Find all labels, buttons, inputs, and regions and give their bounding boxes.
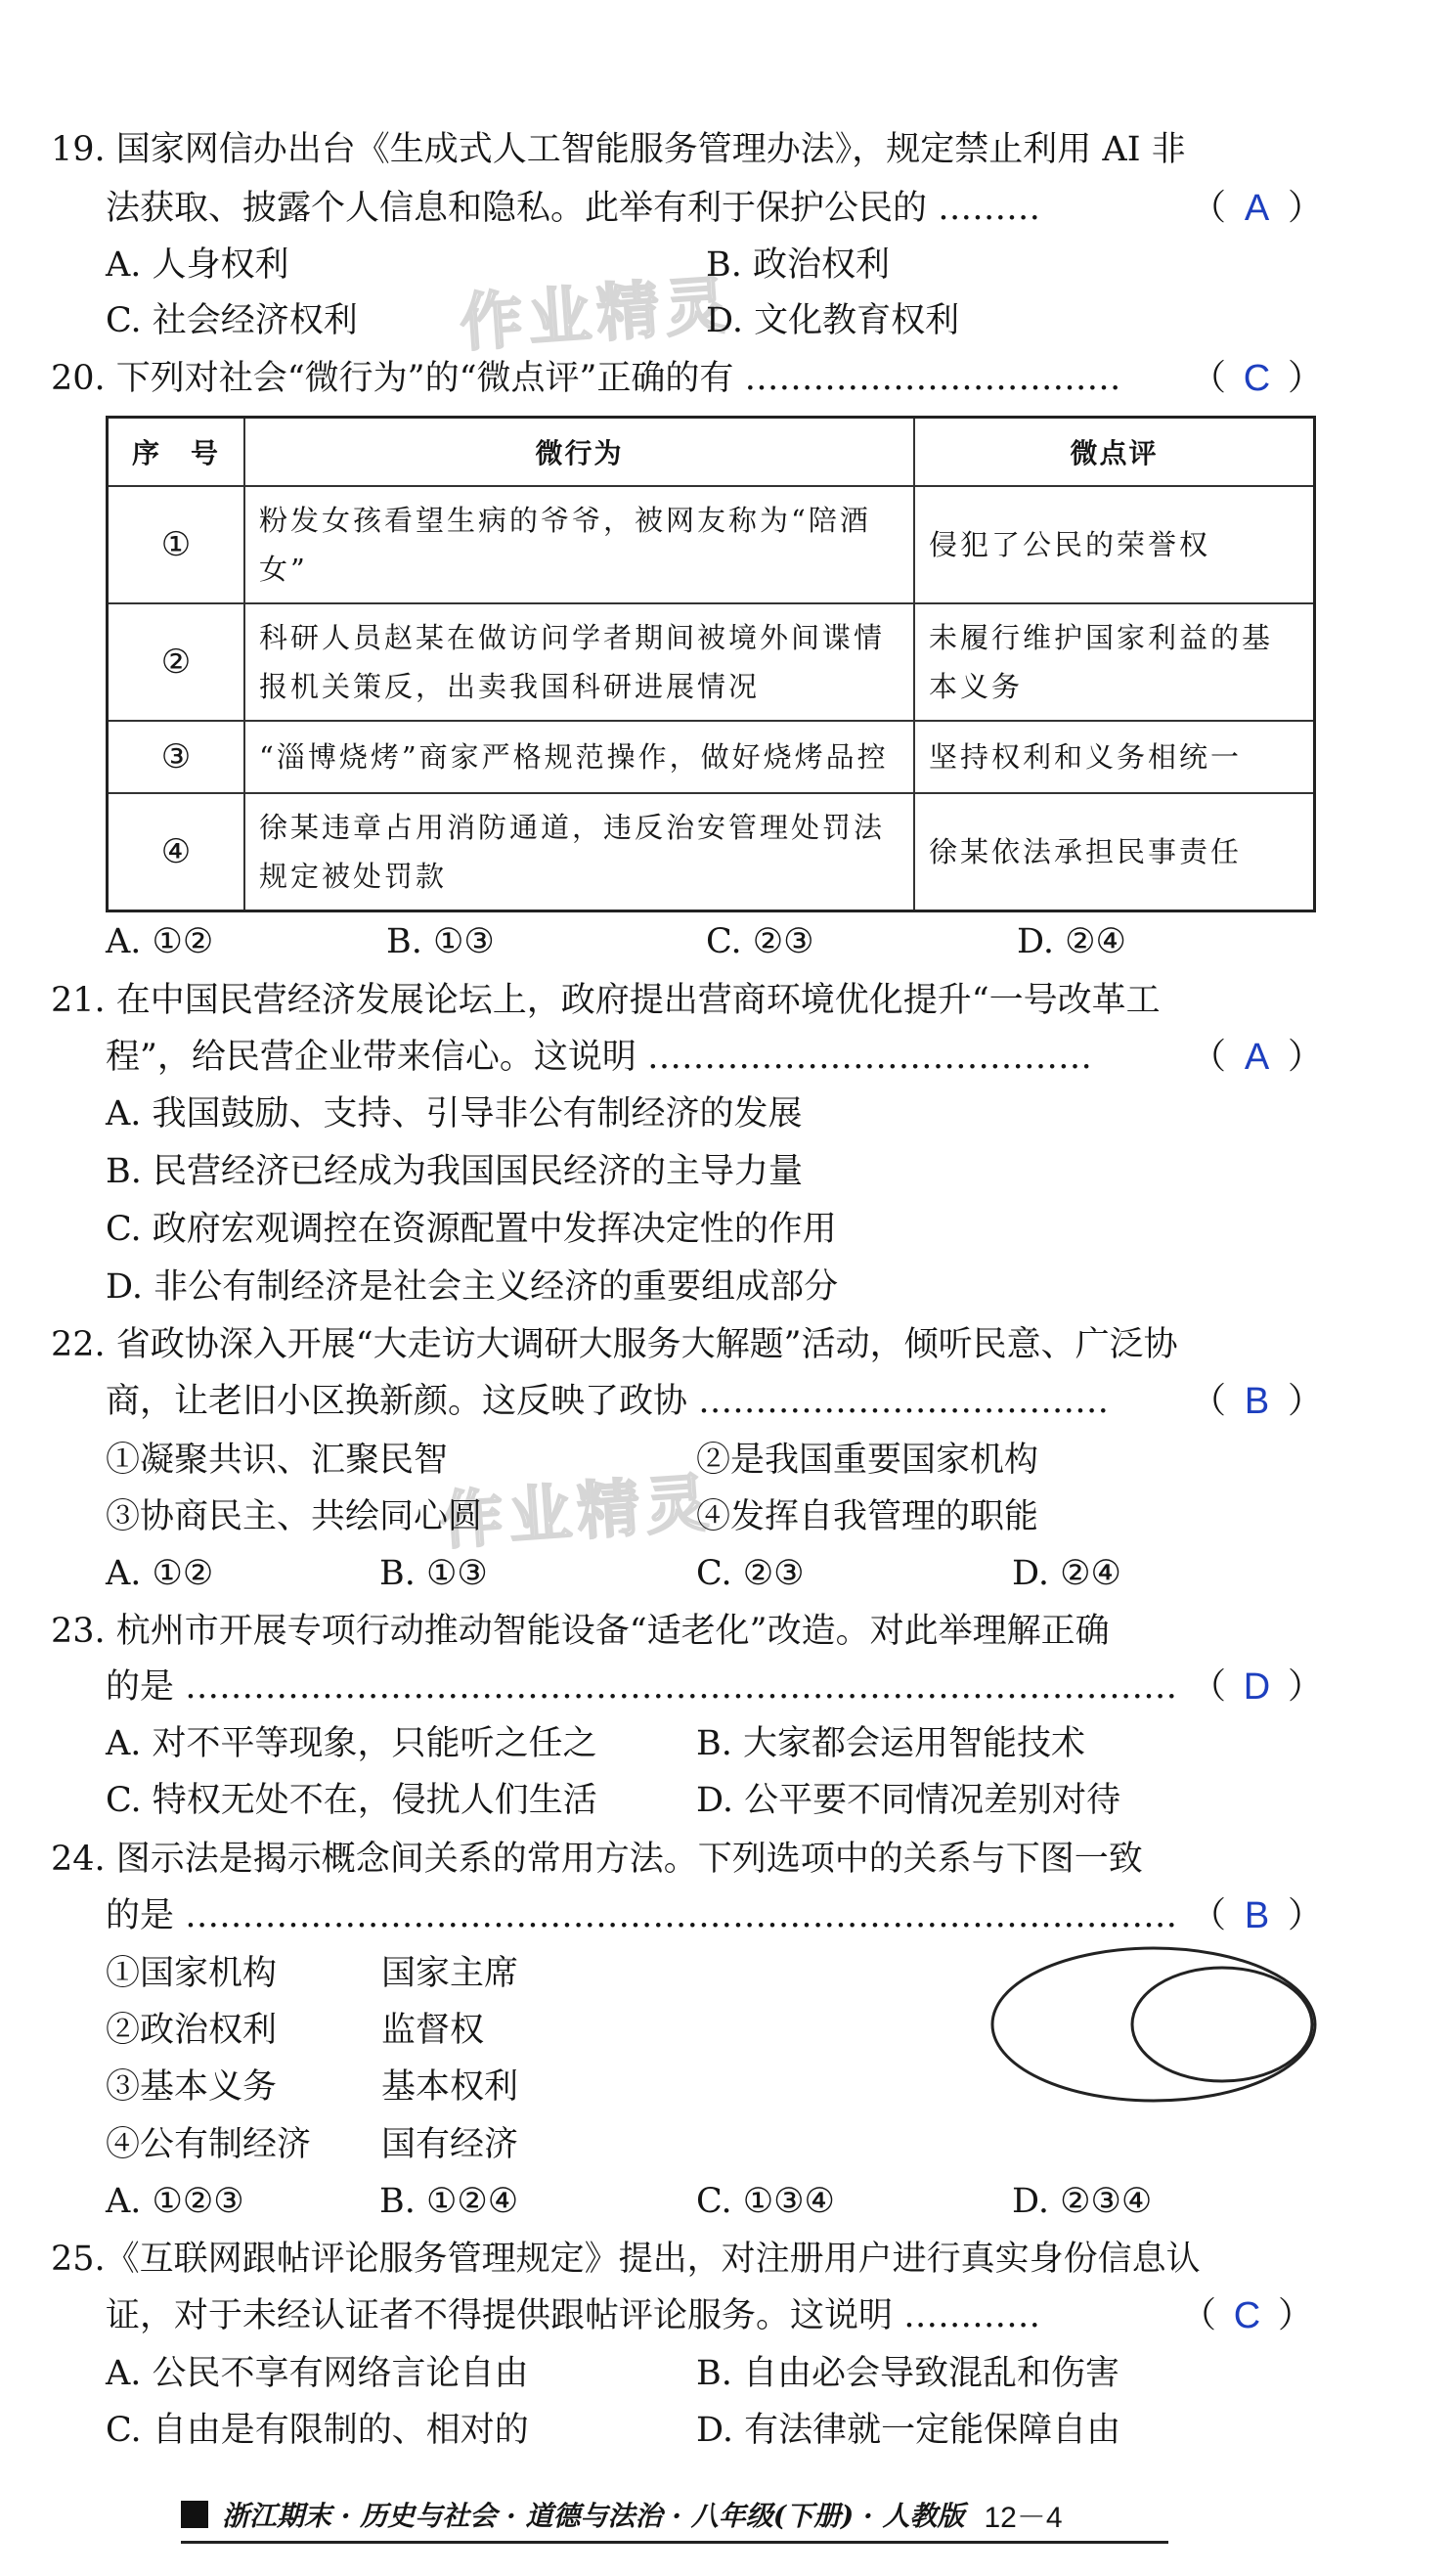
q24-answer: （ B ） <box>1191 1895 1323 1936</box>
answer-mark: A <box>1244 188 1270 229</box>
table-cell-act: 粉发女孩看望生病的爷爷，被网友称为“陪酒女” <box>244 486 914 603</box>
q20-table <box>106 416 1316 912</box>
q24-pair-2-a: ②政治权利 <box>106 2011 278 2050</box>
q22-item-2: ②是我国重要国家机构 <box>696 1441 1039 1480</box>
q20-option-c: C. ②③ <box>706 922 814 961</box>
q21-line2: 程”，给民营企业带来信心。这说明 ………………………………… <box>106 1038 1093 1077</box>
q25-option-b: B. 自由必会导致混乱和伤害 <box>696 2354 1119 2393</box>
q22-item-1: ①凝聚共识、汇聚民智 <box>106 1441 449 1480</box>
q22-line2: 商，让老旧小区换新颜。这反映了政协 ……………………………… <box>106 1382 1110 1421</box>
page-footer <box>181 2490 1063 2539</box>
answer-mark: C <box>1243 358 1271 399</box>
q22-option-a: A. ①② <box>106 1554 214 1593</box>
q24-option-d: D. ②③④ <box>1012 2182 1153 2221</box>
q22-answer: （ B ） <box>1191 1381 1323 1422</box>
q23-option-c: C. 特权无处不在，侵扰人们生活 <box>106 1781 597 1820</box>
q22-item-3: ③协商民主、共绘同心圆 <box>106 1497 483 1536</box>
q24-venn-diagram <box>987 1941 1320 2108</box>
table-cell-seq: ② <box>108 603 245 721</box>
inner-ellipse <box>1132 1968 1312 2081</box>
table-cell-act: 科研人员赵某在做访问学者期间被境外间谍情报机关策反，出卖我国科研进展情况 <box>244 603 914 721</box>
q22-option-d: D. ②④ <box>1012 1554 1121 1593</box>
q21-line1: 21. 在中国民营经济发展论坛上，政府提出营商环境优化提升“一号改革工 <box>51 981 1161 1020</box>
q21-option-a: A. 我国鼓励、支持、引导非公有制经济的发展 <box>106 1094 803 1133</box>
answer-mark: B <box>1244 1381 1270 1422</box>
q23-line2: 的是 …………………………………………………………………………… <box>106 1667 1178 1707</box>
q23-option-d: D. 公平要不同情况差别对待 <box>696 1781 1121 1820</box>
q25-line2: 证，对于未经认证者不得提供跟帖评论服务。这说明 ………… <box>106 2296 1041 2335</box>
q23-option-a: A. 对不平等现象，只能听之任之 <box>106 1724 597 1763</box>
q19-option-c: C. 社会经济权利 <box>106 301 358 340</box>
answer-mark: C <box>1233 2295 1261 2336</box>
q20-option-d: D. ②④ <box>1017 922 1126 961</box>
answer-mark: D <box>1243 1666 1271 1708</box>
q22-option-c: C. ②③ <box>696 1554 805 1593</box>
q22-item-4: ④发挥自我管理的职能 <box>696 1497 1039 1536</box>
outer-ellipse <box>992 1948 1315 2101</box>
q24-line2: 的是 …………………………………………………………………………… <box>106 1896 1178 1935</box>
table-header-seq: 序 号 <box>108 418 245 487</box>
q25-option-a: A. 公民不享有网络言论自由 <box>106 2354 529 2393</box>
q24-pair-4-b: 国有经济 <box>381 2125 519 2164</box>
q25-answer: （ C ） <box>1181 2295 1313 2336</box>
footer-title: 浙江期末 · 历史与社会 · 道德与法治 · 八年级(下册) · 人教版 <box>222 2500 965 2532</box>
q24-pair-4-a: ④公有制经济 <box>106 2125 312 2164</box>
q19-line1: 19. 国家网信办出台《生成式人工智能服务管理办法》，规定禁止利用 AI 非 <box>51 130 1186 169</box>
table-cell-seq: ③ <box>108 721 245 793</box>
q22-option-b: B. ①③ <box>379 1554 488 1593</box>
table-cell-rev: 未履行维护国家利益的基本义务 <box>914 603 1315 721</box>
watermark: 作业精灵 <box>458 269 736 361</box>
table-cell-seq: ④ <box>108 793 245 911</box>
square-icon <box>181 2501 208 2528</box>
q25-option-d: D. 有法律就一定能保障自由 <box>696 2411 1121 2450</box>
q20-option-a: A. ①② <box>106 922 214 961</box>
q23-answer: （ D ） <box>1191 1666 1323 1708</box>
table-cell-act: “淄博烧烤”商家严格规范操作，做好烧烤品控 <box>244 721 914 793</box>
q23-option-b: B. 大家都会运用智能技术 <box>696 1724 1085 1763</box>
q19-answer: （ A ） <box>1191 188 1323 229</box>
table-row <box>108 721 1315 793</box>
table-row <box>108 603 1315 721</box>
watermark: 作业精灵 <box>438 1467 717 1559</box>
q24-pair-1-b: 国家主席 <box>381 1954 519 1993</box>
footer-rule <box>181 2541 1168 2544</box>
q24-pair-2-b: 监督权 <box>381 2011 485 2050</box>
table-cell-rev: 坚持权利和义务相统一 <box>914 721 1315 793</box>
q19-option-a: A. 人身权利 <box>106 245 289 285</box>
q24-pair-3-a: ③基本义务 <box>106 2067 278 2107</box>
q19-option-d: D. 文化教育权利 <box>706 301 960 340</box>
q19-option-b: B. 政治权利 <box>706 245 890 285</box>
q19-line2: 法获取、披露个人信息和隐私。此举有利于保护公民的 ……… <box>106 189 1041 228</box>
table-row <box>108 486 1315 603</box>
q21-option-d: D. 非公有制经济是社会主义经济的重要组成部分 <box>106 1267 839 1307</box>
q24-line1: 24. 图示法是揭示概念间关系的常用方法。下列选项中的关系与下图一致 <box>51 1840 1143 1879</box>
table-cell-act: 徐某违章占用消防通道，违反治安管理处罚法规定被处罚款 <box>244 793 914 911</box>
table-row <box>108 793 1315 911</box>
q20-answer: （ C ） <box>1191 358 1323 399</box>
q21-answer: （ A ） <box>1191 1037 1323 1078</box>
q24-option-a: A. ①②③ <box>106 2182 244 2221</box>
q25-option-c: C. 自由是有限制的、相对的 <box>106 2411 529 2450</box>
q20-option-b: B. ①③ <box>386 922 495 961</box>
q21-option-b: B. 民营经济已经成为我国国民经济的主导力量 <box>106 1152 803 1191</box>
q25-line1: 25.《互联网跟帖评论服务管理规定》提出，对注册用户进行真实身份信息认 <box>51 2240 1201 2279</box>
table-cell-seq: ① <box>108 486 245 603</box>
q22-line1: 22. 省政协深入开展“大走访大调研大服务大解题”活动，倾听民意、广泛协 <box>51 1325 1178 1364</box>
table-header-act: 微行为 <box>244 418 914 487</box>
q24-option-b: B. ①②④ <box>379 2182 519 2221</box>
q21-option-c: C. 政府宏观调控在资源配置中发挥决定性的作用 <box>106 1210 837 1249</box>
q24-pair-1-a: ①国家机构 <box>106 1954 278 1993</box>
table-cell-rev: 侵犯了公民的荣誉权 <box>914 486 1315 603</box>
q23-line1: 23. 杭州市开展专项行动推动智能设备“适老化”改造。对此举理解正确 <box>51 1612 1110 1651</box>
table-header-rev: 微点评 <box>914 418 1315 487</box>
page-number: 12－4 <box>984 2502 1063 2534</box>
answer-mark: A <box>1244 1037 1270 1078</box>
q20-line1: 20. 下列对社会“微行为”的“微点评”正确的有 …………………………… <box>51 359 1121 398</box>
table-cell-rev: 徐某依法承担民事责任 <box>914 793 1315 911</box>
q24-pair-3-b: 基本权利 <box>381 2067 519 2107</box>
answer-mark: B <box>1244 1895 1270 1936</box>
q24-option-c: C. ①③④ <box>696 2182 835 2221</box>
